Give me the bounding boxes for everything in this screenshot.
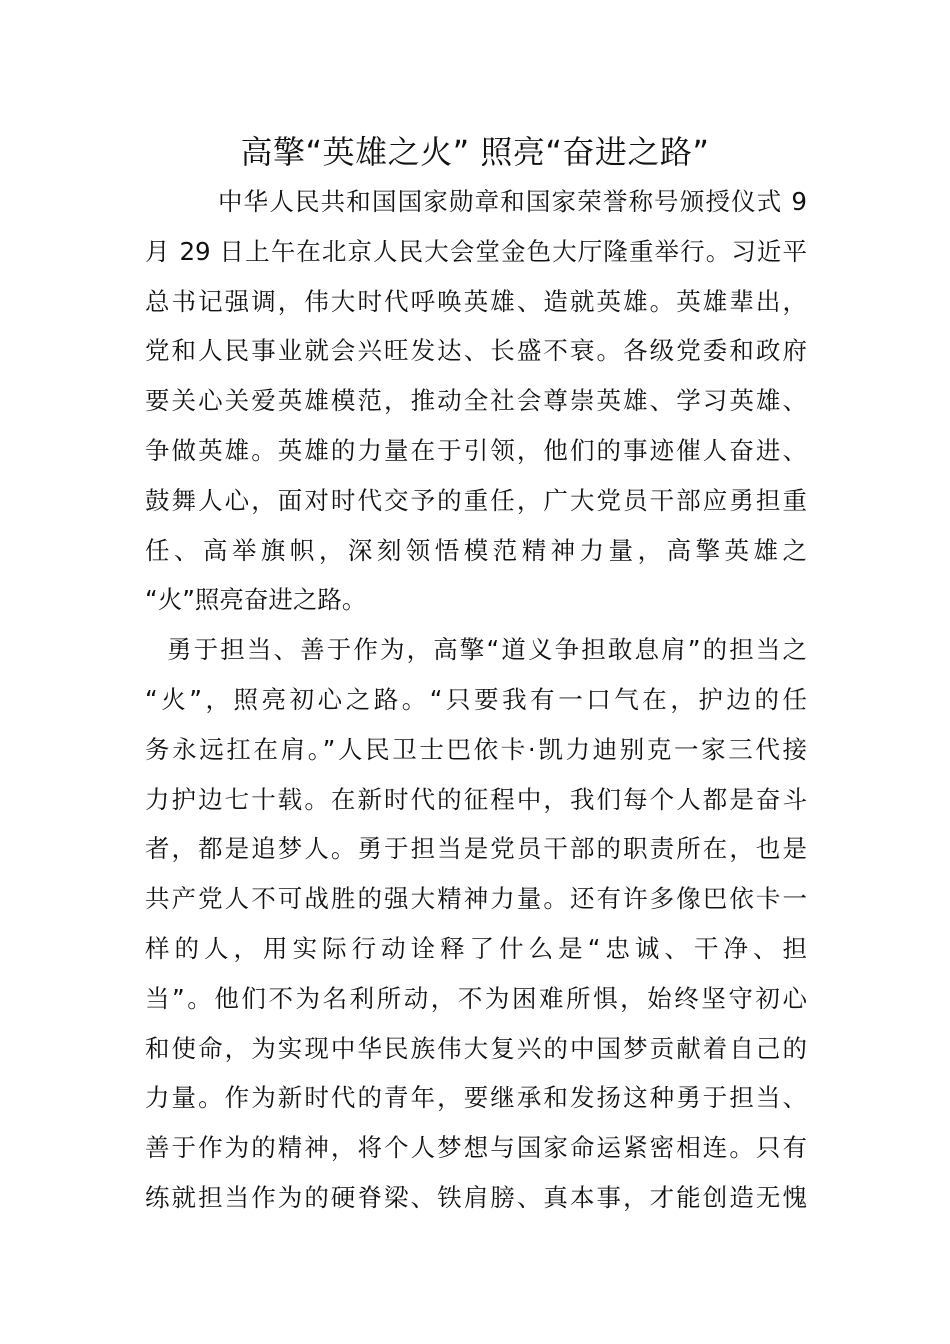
paragraph-line: 务永远扛在肩。”人民卫士巴依卡·凯力迪别克一家三代接 [145,734,807,764]
paragraph-line: 和使命，为实现中华民族伟大复兴的中国梦贡献着自己的 [145,1033,807,1063]
paragraph-line: 当”。他们不为名利所动，不为困难所惧，始终坚守初心 [145,983,807,1013]
paragraph-line: 练就担当作为的硬脊梁、铁肩膀、真本事，才能创造无愧 [145,1182,807,1212]
paragraph-line: 共产党人不可战胜的强大精神力量。还有许多像巴依卡一 [145,884,807,914]
paragraph-line: 总书记强调，伟大时代呼唤英雄、造就英雄。英雄辈出， [145,286,807,316]
paragraph-line: 任、高举旗帜，深刻领悟模范精神力量，高擎英雄之 [145,535,807,565]
paragraph-line: 鼓舞人心，面对时代交予的重任，广大党员干部应勇担重 [145,485,807,515]
paragraph-line: 力护边七十载。在新时代的征程中，我们每个人都是奋斗 [145,784,807,814]
paragraph-1 [145,177,807,625]
paragraph-line: 善于作为的精神，将个人梦想与国家命运紧密相连。只有 [145,1133,807,1163]
paragraph-line: 党和人民事业就会兴旺发达、长盛不衰。各级党委和政府 [145,336,807,366]
paragraph-line: 月 29 日上午在北京人民大会堂金色大厅隆重举行。习近平 [145,236,807,266]
paragraph-line: 勇于担当、善于作为，高擎“道义争担敢息肩”的担当之 [167,635,807,665]
paragraph-line: 力量。作为新时代的青年，要继承和发扬这种勇于担当、 [145,1083,807,1113]
document-title: 高擎“英雄之火” 照亮“奋进之路” [240,133,710,171]
paragraph-line: 者，都是追梦人。勇于担当是党员干部的职责所在，也是 [145,834,807,864]
paragraph-line: 要关心关爱英雄模范，推动全社会尊崇英雄、学习英雄、 [145,386,807,416]
paragraph-line: 样的人，用实际行动诠释了什么是“忠诚、干净、担 [145,933,807,963]
paragraph-line: “火”，照亮初心之路。“只要我有一口气在，护边的任 [145,684,807,714]
paragraph-line: “火”照亮奋进之路。 [145,585,367,615]
paragraph-2 [145,625,807,1223]
paragraph-line: 争做英雄。英雄的力量在于引领，他们的事迹催人奋进、 [145,435,807,465]
document-body [145,177,807,1223]
paragraph-line: 中华人民共和国国家勋章和国家荣誉称号颁授仪式 9 [218,187,807,216]
